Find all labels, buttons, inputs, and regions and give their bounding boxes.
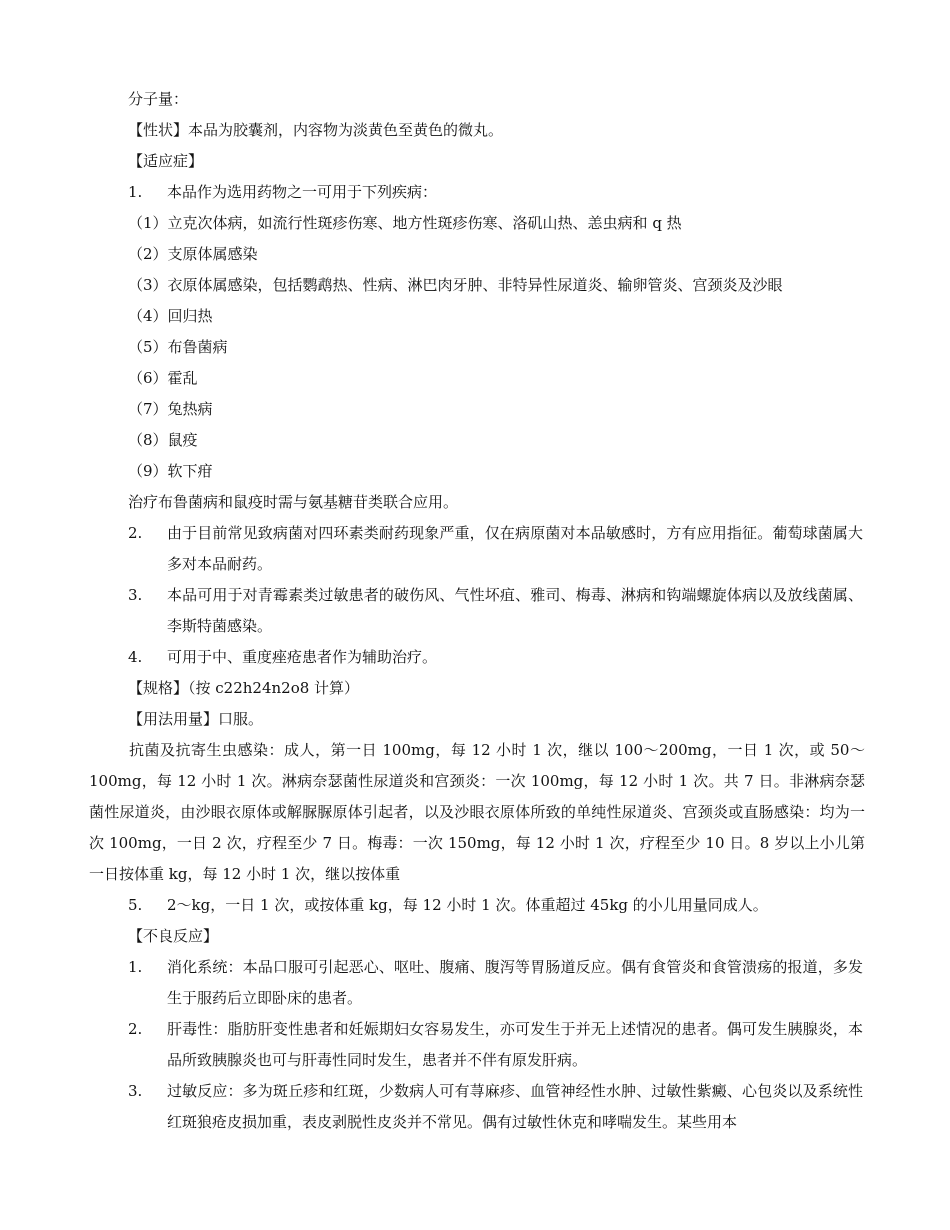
adverse-2-number: 2. bbox=[128, 1020, 143, 1038]
sub-indication-9: （9）软下疳 bbox=[128, 462, 213, 480]
indication-3-text: 本品可用于对青霉素类过敏患者的破伤风、气性坏疽、雅司、梅毒、淋病和钩端螺旋体病以及放线菌属、李斯特菌感染。 bbox=[167, 586, 863, 635]
sub-indication-4: （4）回归热 bbox=[128, 307, 213, 325]
molecular-weight-label: 分子量： bbox=[128, 90, 189, 108]
combination-note: 治疗布鲁菌病和鼠疫时需与氨基糖苷类联合应用。 bbox=[128, 493, 459, 511]
sub-indication-6: （6）霍乱 bbox=[128, 369, 198, 387]
indication-1-number: 1. bbox=[128, 183, 143, 201]
sub-indication-8: （8）鼠疫 bbox=[128, 431, 198, 449]
adverse-2-text: 肝毒性：脂肪肝变性患者和妊娠期妇女容易发生，亦可发生于并无上述情况的患者。偶可发生胰腺炎，本品所致胰腺炎也可与肝毒性同时发生，患者并不伴有原发肝病。 bbox=[167, 1020, 863, 1069]
usage-5-text: 2～kg，一日 1 次，或按体重 kg，每 12 小时 1 次。体重超过 45kg 的小儿用量同成人。 bbox=[167, 896, 768, 914]
sub-indication-3: （3）衣原体属感染，包括鹦鹉热、性病、淋巴肉牙肿、非特异性尿道炎、输卵管炎、宫颈炎及沙眼 bbox=[128, 276, 783, 294]
indication-2-text: 由于目前常见致病菌对四环素类耐药现象严重，仅在病原菌对本品敏感时，方有应用指征。葡萄球菌属大多对本品耐药。 bbox=[167, 524, 863, 573]
adverse-1-text: 消化系统：本品口服可引起恶心、呕吐、腹痛、腹泻等胃肠道反应。偶有食管炎和食管溃疡的报道，多发生于服药后立即卧床的患者。 bbox=[167, 958, 863, 1007]
indication-1-text: 本品作为选用药物之一可用于下列疾病： bbox=[167, 183, 438, 201]
adverse-3-number: 3. bbox=[128, 1082, 143, 1100]
sub-indication-5: （5）布鲁菌病 bbox=[128, 338, 228, 356]
adverse-1-number: 1. bbox=[128, 958, 143, 976]
sub-indication-7: （7）兔热病 bbox=[128, 400, 213, 418]
indication-2-number: 2. bbox=[128, 524, 143, 542]
properties-section: 【性状】本品为胶囊剂，内容物为淡黄色至黄色的微丸。 bbox=[128, 121, 504, 139]
sub-indication-2: （2）支原体属感染 bbox=[128, 245, 258, 263]
specification-section: 【规格】（按 c22h24n2o8 计算） bbox=[128, 679, 360, 697]
adverse-3-text: 过敏反应：多为斑丘疹和红斑，少数病人可有荨麻疹、血管神经性水肿、过敏性紫癜、心包炎以及系统性红斑狼疮皮损加重，表皮剥脱性皮炎并不常见。偶有过敏性休克和哮喘发生。某些用本 bbox=[167, 1082, 863, 1131]
usage-heading: 【用法用量】口服。 bbox=[128, 710, 264, 728]
sub-indication-1: （1）立克次体病，如流行性斑疹伤寒、地方性斑疹伤寒、洛矶山热、恙虫病和 q 热 bbox=[128, 214, 682, 232]
indication-4-text: 可用于中、重度痤疮患者作为辅助治疗。 bbox=[167, 648, 438, 666]
usage-5-number: 5. bbox=[128, 896, 143, 914]
indications-heading: 【适应症】 bbox=[128, 152, 204, 170]
indication-4-number: 4. bbox=[128, 648, 143, 666]
adverse-reactions-heading: 【不良反应】 bbox=[128, 927, 219, 945]
indication-3-number: 3. bbox=[128, 586, 143, 604]
usage-dosage-text: 抗菌及抗寄生虫感染：成人，第一日 100mg，每 12 小时 1 次，继以 100～200mg，一日 1 次，或 50～100mg，每 12 小时 1 次。淋病奈瑟菌性尿道炎和宫颈炎：一次 100mg，每 12 小时 1 次。共 7 日。非淋病奈瑟菌性尿道炎，由沙眼衣原体或解脲脲原体引起者，以及沙眼衣原体所致的单纯性尿道炎、宫颈炎或直肠感染：均为一次 100mg，一日 2 次，疗程至少 7 日。梅毒：一次 150mg，每 12 小时 1 次，疗程至少 10 日。8 岁以上小儿第一日按体重 kg，每 12 小时 1 次，继以按体重 bbox=[89, 741, 865, 883]
